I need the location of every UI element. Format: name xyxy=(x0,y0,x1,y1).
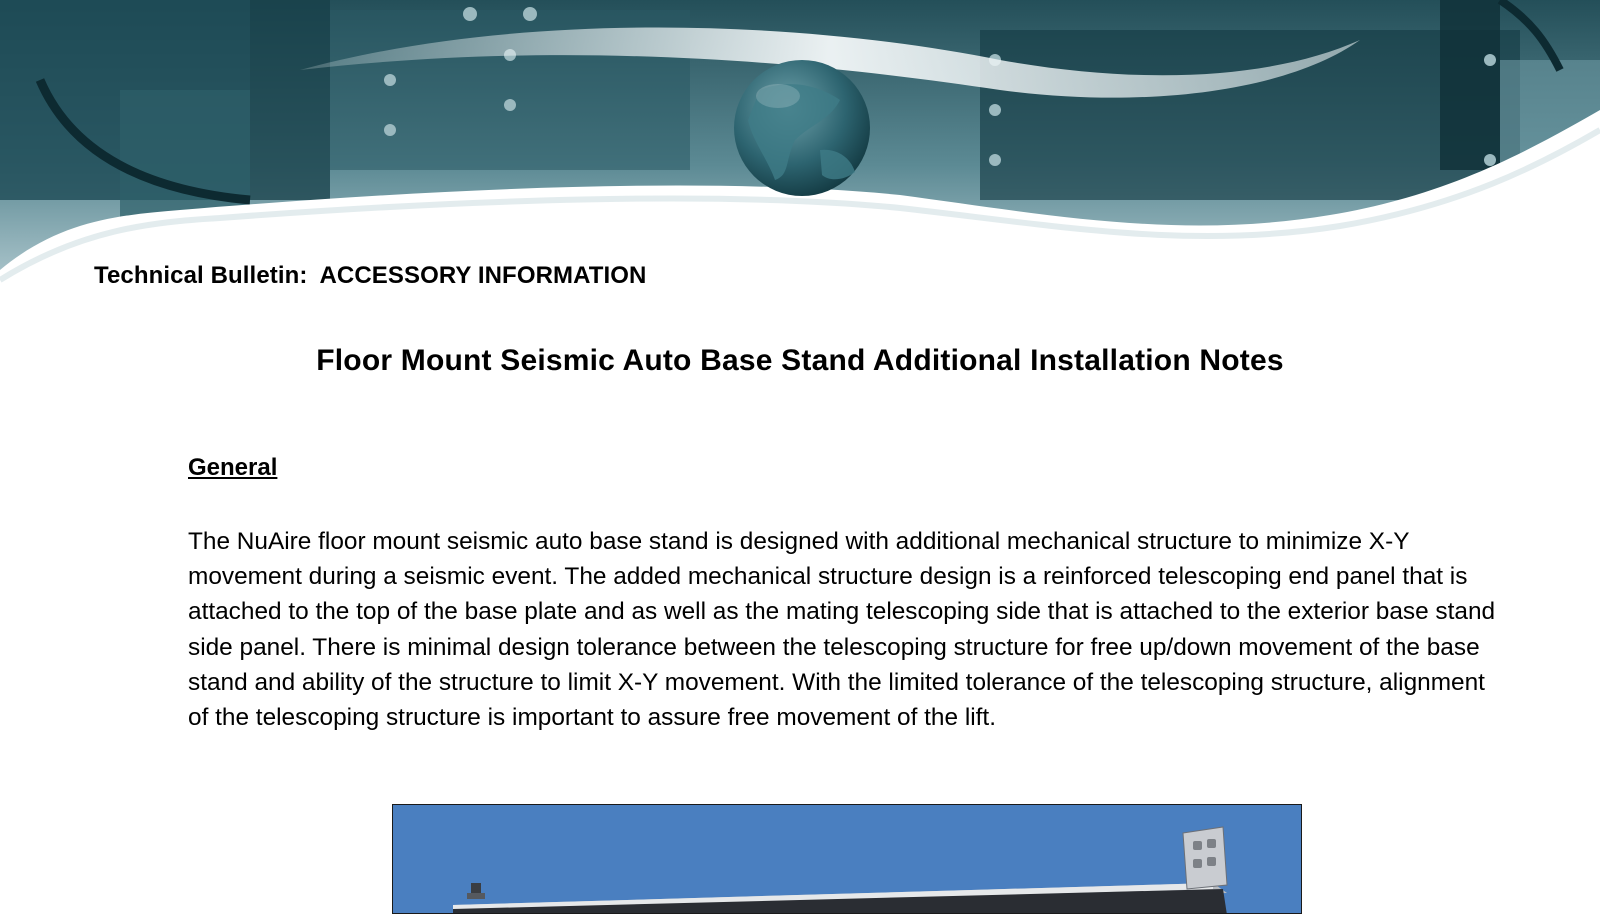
document-title: Floor Mount Seismic Auto Base Stand Additional Installation Notes xyxy=(316,344,1284,377)
bulletin-label: Technical Bulletin: xyxy=(94,262,308,289)
banner-artwork xyxy=(0,0,1600,300)
bracket-icon xyxy=(1183,827,1227,889)
base-stand-illustration xyxy=(393,805,1302,914)
bulletin-topic: ACCESSORY INFORMATION xyxy=(319,262,647,289)
bulletin-line xyxy=(94,262,647,290)
installation-figure xyxy=(392,804,1302,914)
globe-logo-icon xyxy=(734,60,870,196)
header-banner xyxy=(0,0,1600,300)
section-body-general: The NuAire floor mount seismic auto base stand is designed with additional mechanical structure to minimize X-Y movement during a seismic event. The added mechanical structure design is a reinforced telescoping end panel that is attached to the top of the base plate and as well as the mating telescoping side that is attached to the exterior base stand side panel. There is minimal design tolerance between the telescoping structure for free up/down movement of the base stand and ability of the structure to limit X-Y movement. With the limited tolerance of the telescoping structure, alignment of the telescoping structure is important to assure free movement of the lift. xyxy=(188,528,1496,732)
section-heading-general: General xyxy=(188,454,278,481)
